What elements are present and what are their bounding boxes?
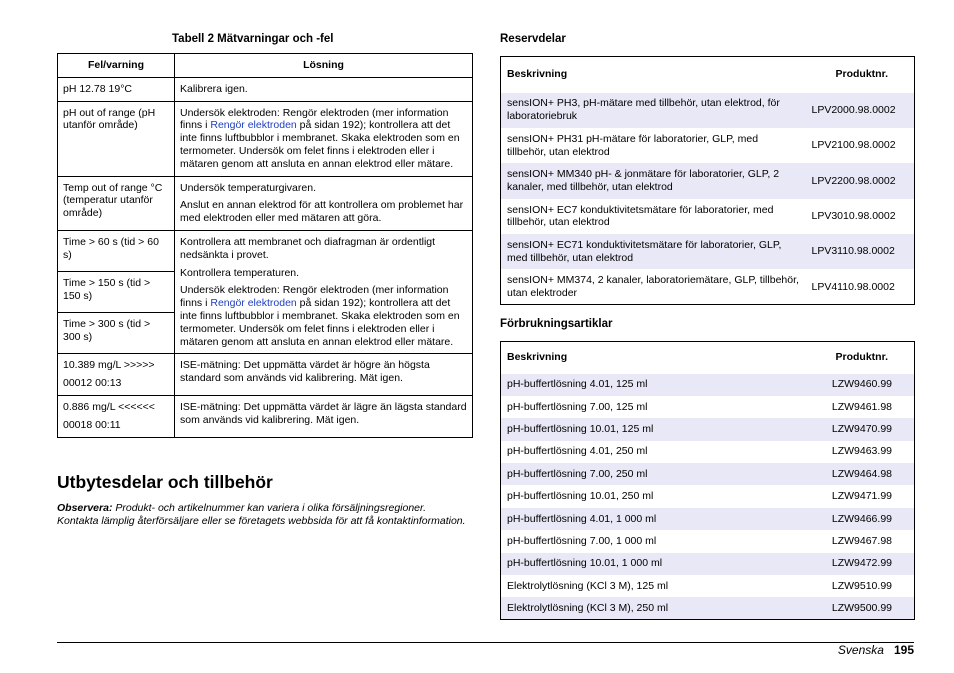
solution-cell [175,101,473,176]
cross-reference-link[interactable]: Rengör elektroden [210,119,297,132]
cell-text: Kalibrera igen. [180,82,248,95]
error-row [58,77,473,101]
row-product-number: LZW9463.99 [831,445,892,458]
text-post: på sidan 192); kontrollera att det inte finns luftbubblor i membranet. Skaka elektroden som en termometer. Undersök om felet finns i elektroden eller i mätaren genom att ansluta en annan elektrod eller mätare. [180,297,460,348]
cell-text: Kontrollera att membranet och diafragman är ordentligt nedsänkta i provet. [180,235,436,261]
table-row [501,485,915,507]
cell-text: Time > 150 s (tid > 150 s) [63,277,151,302]
cell-text: Time > 300 s (tid > 300 s) [63,318,151,344]
solution-cell [175,77,473,101]
cell-text: 00012 00:13 [63,377,122,390]
text-pre: Undersök elektroden: Rengör elektroden (mer information finns i [180,106,449,132]
page-number: 195 [893,643,914,657]
row-product-number: LZW9470.99 [831,423,892,436]
row-product-number: LZW9464.98 [831,467,892,480]
table-row [501,269,915,304]
col-header-solution: Lösning [175,54,473,78]
row-description: pH-buffertlösning 10.01, 1 000 ml [507,557,663,570]
row-product-number: LZW9510.99 [831,579,892,592]
table-row [501,463,915,485]
table-row [501,396,915,418]
reservdelar-col-num: Produktnr. [835,68,888,81]
solution-cell [175,395,473,437]
row-description: pH-buffertlösning 10.01, 250 ml [507,490,654,503]
table-row [501,597,915,619]
cell-text: pH 12.78 19°C [63,82,132,95]
row-product-number: LZW9461.98 [831,400,892,413]
row-description: sensION+ MM340 pH- & jonmätare för laboratorier, GLP, 2 kanaler, med tillbehör, utan elektrod [507,168,780,193]
footer-language: Svenska [837,643,884,657]
row-product-number: LPV3110.98.0002 [811,245,895,258]
cell-text: Temp out of range °C (temperatur utanför område) [63,181,163,220]
cell-text-with-link [180,284,467,348]
row-description: pH-buffertlösning 7.00, 125 ml [507,400,648,413]
error-cell [58,230,175,271]
cell-text: Anslut en annan elektrod för att kontrollera om problemet har med elektroden eller med mätaren att göra. [180,199,464,225]
row-description: pH-buffertlösning 4.01, 125 ml [507,378,648,391]
error-row [58,101,473,176]
row-product-number: LZW9460.99 [831,378,892,391]
row-product-number: LPV4110.98.0002 [811,280,895,293]
forbrukning-table [500,341,915,620]
forbrukning-col-num: Produktnr. [835,351,888,364]
error-cell [58,176,175,230]
table-row [501,418,915,440]
row-description: pH-buffertlösning 7.00, 1 000 ml [507,535,657,548]
reservdelar-heading: Reservdelar [500,33,566,45]
table-row [501,553,915,575]
solution-cell [175,354,473,396]
error-row [58,230,473,271]
cell-text: Undersök temperaturgivaren. [180,181,316,194]
text-pre: Undersök elektroden: Rengör elektroden (mer information finns i [180,284,449,310]
table-row [501,163,915,198]
footer-rule [57,642,914,643]
row-product-number: LPV2200.98.0002 [811,174,896,187]
cell-text: Time > 60 s (tid > 60 s) [63,235,159,261]
solution-cell [175,230,473,353]
row-product-number: LZW9472.99 [831,557,892,570]
table-row [501,441,915,463]
row-description: pH-buffertlösning 4.01, 1 000 ml [507,512,657,525]
row-description: sensION+ EC7 konduktivitetsmätare för laboratorier, med tillbehör, utan elektrod [507,203,774,229]
error-cell [58,272,175,313]
cell-text: 00018 00:11 [63,418,121,431]
text-post: på sidan 192); kontrollera att det inte finns luftbubblor i membranet. Skaka elektroden som en termometer. Undersök om felet finns i elektroden eller i mätaren genom att ansluta en annan elektrod eller mätare. [180,119,460,170]
row-product-number: LPV2100.98.0002 [811,139,896,152]
solution-cell [175,176,473,230]
row-description: pH-buffertlösning 7.00, 250 ml [507,467,648,480]
row-description: sensION+ EC71 konduktivitetsmätare för laboratorier, GLP, med tillbehör, utan elektrod [507,238,782,264]
table-row [501,530,915,552]
error-cell [58,77,175,101]
row-description: pH-buffertlösning 4.01, 250 ml [507,445,648,458]
cell-text: pH out of range (pH utanför område) [63,106,156,132]
cell-text: 10.389 mg/L >>>>> [63,359,155,372]
cross-reference-link[interactable]: Rengör elektroden [210,297,297,310]
cell-text-with-link [180,107,467,171]
note-text: Produkt- och artikelnummer kan variera i olika försäljningsregioner. Kontakta lämplig återförsäljare eller se företagets webbsida för att få kontaktinformation. [57,502,466,527]
error-cell [58,101,175,176]
row-description: Elektrolytlösning (KCl 3 M), 250 ml [507,601,669,614]
error-cell [58,313,175,354]
row-description: sensION+ MM374, 2 kanaler, laboratoriemätare, GLP, tillbehör, utan elektroder [507,274,799,299]
table-row [501,199,915,234]
section-title: Utbytesdelar och tillbehör [57,472,273,492]
table-row [501,374,915,396]
cell-text: 0.886 mg/L <<<<<< [63,400,155,413]
table-row [501,575,915,597]
table-row [501,234,915,269]
reservdelar-col-desc: Beskrivning [507,68,568,81]
cell-text: ISE-mätning: Det uppmätta värdet är högre än högsta standard som används vid kalibrering. Mät igen. [180,359,430,385]
row-product-number: LZW9467.98 [831,535,892,548]
table-row [501,508,915,530]
row-description: sensION+ PH3, pH-mätare med tillbehör, utan elektrod, för laboratoriebruk [507,97,780,123]
cell-text: ISE-mätning: Det uppmätta värdet är lägre än lägsta standard som används vid kalibrering. Mät igen. [180,400,467,426]
footer [838,643,914,657]
observera-note [57,502,467,528]
cell-text: Kontrollera temperaturen. [180,266,300,279]
error-row [58,354,473,396]
row-product-number: LZW9471.99 [831,490,892,503]
error-cell [58,354,175,396]
error-row [58,176,473,230]
row-product-number: LZW9466.99 [831,512,892,525]
row-description: Elektrolytlösning (KCl 3 M), 125 ml [507,579,669,592]
error-cell [58,395,175,437]
error-table [57,53,473,438]
row-description: pH-buffertlösning 10.01, 125 ml [507,423,654,436]
row-product-number: LPV3010.98.0002 [811,209,896,222]
table-row [501,93,915,128]
forbrukning-col-desc: Beskrivning [507,351,568,364]
table-row [501,128,915,163]
error-table-caption: Tabell 2 Mätvarningar och -fel [172,33,334,45]
row-product-number: LPV2000.98.0002 [811,103,896,116]
note-label: Observera: [57,502,113,514]
reservdelar-table [500,56,915,305]
error-row [58,395,473,437]
row-description: sensION+ PH31 pH-mätare för laboratorier, GLP, med tillbehör, utan elektrod [507,132,759,158]
forbrukning-heading: Förbrukningsartiklar [500,318,613,330]
row-product-number: LZW9500.99 [831,601,892,614]
col-header-error: Fel/varning [58,54,175,78]
